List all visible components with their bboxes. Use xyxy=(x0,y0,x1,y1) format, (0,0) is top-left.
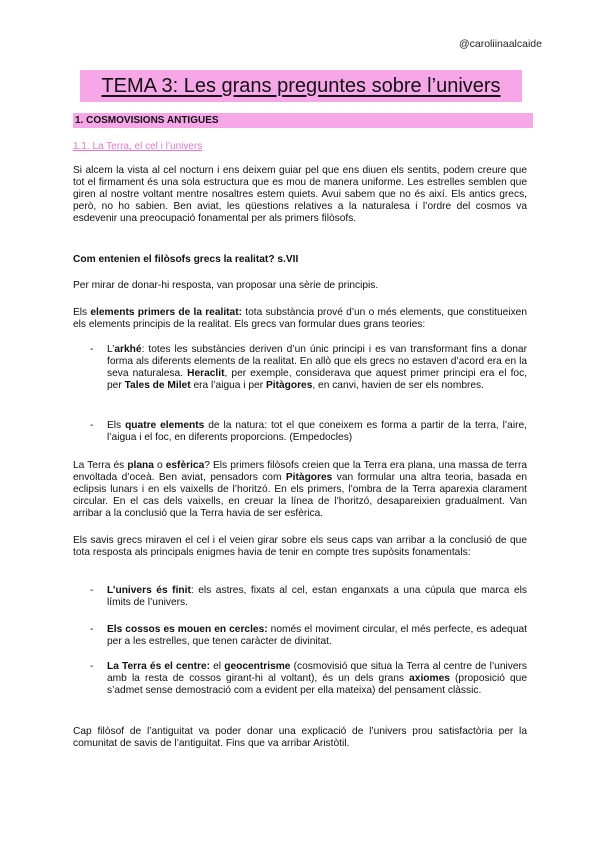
section-heading: 1. COSMOVISIONS ANTIGUES xyxy=(73,113,533,128)
list-dash: - xyxy=(90,624,94,635)
text-run: Els xyxy=(73,307,91,318)
list-item-text xyxy=(107,624,527,648)
text-run: de la natura: tot el que coneixem es forma a partir de la terra, l’aire, l’aigua i el foc, en diferents proporcions. (Empedocles) xyxy=(107,420,527,443)
text-run: : els astres, fixats al cel, estan enganxats a una cúpula que marca els límits de l’univers. xyxy=(107,585,527,608)
text-run: Els xyxy=(107,420,126,431)
list-item-arkhe xyxy=(90,344,527,392)
intro-paragraph: Si alcem la vista al cel nocturn i ens deixem guiar pel que ens diuen els sentits, podem creure que tot el firmament és una sola estructura que es mou de manera uniforme. Les estrelles semblen que giren al nostre voltant mentre nosaltres estem quiets. Avui sabem que no és així. Els antics grecs, però, no ho sabien. Ben aviat, les qüestions relatives a la naturalesa i l’ordre del cosmos va esdevenir una preocupació fonamental per als primers filòsofs. xyxy=(73,165,527,224)
list-item-cercles xyxy=(90,624,527,648)
list-dash: - xyxy=(90,585,94,596)
text-run: tota substància prové d’un o més elements, que constitueixen els elements principis de la realitat. Els grecs van formular dues grans teories: xyxy=(73,307,528,330)
subsection-heading: 1.1. La Terra, el cel i l’univers xyxy=(73,141,203,152)
bold-term: geocentrisme xyxy=(224,661,291,672)
bold-term: Els cossos es mouen en cercles: xyxy=(107,624,268,635)
bold-term: Pitàgores xyxy=(285,472,333,483)
list-dash: - xyxy=(90,420,94,431)
text-run: , per exemple, considerava que aquest primer principi era el foc, per xyxy=(107,368,527,391)
savis-paragraph: Els savis grecs miraven el cel i el veien girar sobre els seus caps van arribar a la conclusió de que tota resposta als principals enigmes havia de tenir en compte tres supòsits fonamentals: xyxy=(73,535,527,558)
question-heading: Com entenien el filòsofs grecs la realitat? s.VII xyxy=(73,254,299,265)
bold-term: arkhé xyxy=(114,344,142,355)
text-run: : totes les substàncies deriven d’un únic principi i es van transformant fins a donar forma als diferents elements de la realitat. En allò que els grecs no estaven d’acord era en la seva naturalesa. xyxy=(107,344,527,379)
list-item-text xyxy=(107,661,527,697)
text-run: L’ xyxy=(107,344,115,355)
closing-paragraph: Cap filòsof de l’antiguitat va poder donar una explicació de l’univers prou satisfactòria per la comunitat de savis de l’antiguitat. Fins que va arribar Aristòtil. xyxy=(73,726,527,749)
text-run: era l’aigua i per xyxy=(190,380,266,391)
list-item-text xyxy=(107,344,527,392)
list-dash: - xyxy=(90,344,94,355)
bold-term: elements primers de la realitat: xyxy=(90,307,243,318)
answer-paragraph: Per mirar de donar-hi resposta, van proposar una sèrie de principis. xyxy=(73,280,379,291)
elements-paragraph xyxy=(73,307,527,331)
list-item-quatre-elements xyxy=(90,420,527,444)
list-item-text xyxy=(107,420,527,444)
text-run: o xyxy=(153,460,166,471)
text-run: van formular una altra teoria, basada en eclipsis lunars i en els vaixells de l’horitzó. En els primers, l’ombra de la Terra aparexia clarament circular. En el cas dels vaixells, en creuar la línea de l’horitzó, desapareixien gradualment. Van arribar a la conclusió que la Terra havia de ser esfèrica. xyxy=(73,472,527,519)
bold-term: plana xyxy=(127,460,154,471)
text-run: (cosmovisió que situa la Terra al centre de l’univers amb la resta de cossos girant-hi al voltant), és un dels grans xyxy=(107,661,527,684)
list-item-text xyxy=(107,585,527,609)
text-run: La Terra és xyxy=(73,460,128,471)
text-run: només el moviment circular, el més perfecte, es adequat per a les estrelles, que tenen caràcter de divinitat. xyxy=(107,624,527,647)
list-dash: - xyxy=(90,661,94,672)
bold-term: Pitàgores xyxy=(265,380,313,391)
bold-term: La Terra és el centre: xyxy=(107,661,210,672)
text-run: ? Els primers filòsofs creien que la Terra era plana, una massa de terra envoltada d’oceà. Ben aviat, pensadors com xyxy=(73,460,528,483)
bold-term: Tales de Milet xyxy=(124,380,191,391)
bold-term: axiomes xyxy=(409,673,450,684)
list-item-terra-centre xyxy=(90,661,527,697)
bold-term: quatre elements xyxy=(125,420,205,431)
text-run: , en canvi, havien de ser els nombres. xyxy=(312,380,484,391)
text-run: (proposició que s’admet sense demostració com a evident per ella mateixa) del pensament clàssic. xyxy=(107,673,527,696)
author-handle: @caroliinaalcaide xyxy=(458,38,542,50)
terra-paragraph xyxy=(73,460,527,520)
bold-term: Heraclit xyxy=(187,368,225,379)
bold-term: L’univers és finit xyxy=(107,585,191,596)
list-item-univers-finit xyxy=(90,585,527,609)
text-run: el xyxy=(210,661,225,672)
bold-term: esfèrica xyxy=(165,460,205,471)
page-title: TEMA 3: Les grans preguntes sobre l’univers xyxy=(80,70,522,102)
